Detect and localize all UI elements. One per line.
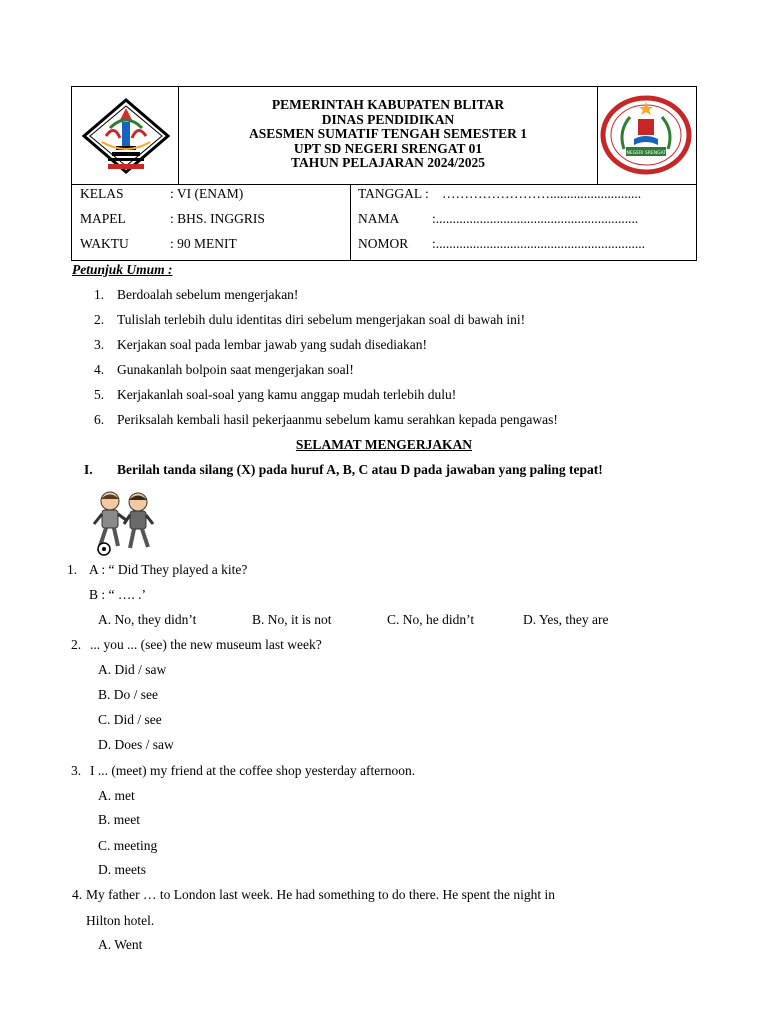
- info-value-waktu: : 90 MENIT: [170, 236, 237, 251]
- instruction-item: Tulislah terlebih dulu identitas diri sebelum mengerjakan soal di bawah ini!: [117, 312, 526, 327]
- question-text: I ... (meet) my friend at the coffee shop yesterday afternoon.: [90, 763, 416, 778]
- question-number: 4.: [72, 887, 83, 902]
- question-text: My father … to London last week. He had something to do there. He spent the night in: [86, 887, 556, 902]
- question-number: 3.: [71, 763, 82, 778]
- instructions-heading: Petunjuk Umum :: [72, 262, 173, 277]
- title-line: PEMERINTAH KABUPATEN BLITAR: [271, 97, 505, 112]
- info-value-nama: :............................................................: [432, 211, 639, 226]
- table-divider: [72, 184, 696, 185]
- answer-option: C. No, he didn’t: [387, 612, 475, 627]
- answer-option: A. Did / saw: [98, 662, 167, 677]
- title-line: TAHUN PELAJARAN 2024/2025: [290, 155, 485, 170]
- answer-option: D. Yes, they are: [523, 612, 609, 627]
- question-text: ... you ... (see) the new museum last week?: [90, 637, 322, 652]
- question-text: B : “ …. .’: [89, 587, 146, 602]
- instruction-item: Kerjakanlah soal-soal yang kamu anggap mudah terlebih dulu!: [117, 387, 457, 402]
- title-line: DINAS PENDIDIKAN: [321, 111, 455, 127]
- instruction-number: 5.: [94, 387, 105, 402]
- greeting: SELAMAT MENGERJAKAN: [295, 437, 473, 452]
- info-value-mapel: : BHS. INGGRIS: [170, 211, 265, 226]
- instruction-item: Periksalah kembali hasil pekerjaanmu sebelum kamu serahkan kepada pengawas!: [117, 412, 558, 427]
- info-value-kelas: : VI (ENAM): [170, 186, 244, 201]
- instruction-number: 4.: [94, 362, 105, 377]
- section-number: I.: [84, 462, 93, 477]
- answer-option: A. No, they didn’t: [98, 612, 197, 627]
- info-value-tanggal: ……………………...........................: [442, 186, 642, 201]
- school-seal-logo: [600, 95, 692, 175]
- instruction-item: Kerjakan soal pada lembar jawab yang sudah disediakan!: [117, 337, 428, 352]
- kids-playing-football-illustration: [90, 490, 158, 556]
- instruction-number: 1.: [94, 287, 105, 302]
- question-text: A : “ Did They played a kite?: [89, 562, 248, 577]
- answer-option: B. No, it is not: [252, 612, 332, 627]
- info-label-kelas: KELAS: [80, 186, 124, 201]
- table-divider: [350, 184, 351, 261]
- info-label-nama: NAMA: [358, 211, 400, 226]
- answer-option: D. Does / saw: [98, 737, 174, 752]
- question-number: 2.: [71, 637, 82, 652]
- info-label-waktu: WAKTU: [80, 236, 129, 251]
- answer-option: A. Went: [98, 937, 143, 952]
- answer-option: B. meet: [98, 812, 140, 827]
- instruction-item: Berdoalah sebelum mengerjakan!: [117, 287, 299, 302]
- question-text: Hilton hotel.: [86, 913, 155, 928]
- seal-text: SD NEGERI SRENGAT 01: [618, 151, 674, 156]
- answer-option: D. meets: [98, 862, 146, 877]
- instruction-number: 3.: [94, 337, 105, 352]
- regency-emblem-logo: [80, 98, 172, 174]
- question-number: 1.: [67, 562, 78, 577]
- section-instruction: Berilah tanda silang (X) pada huruf A, B, C atau D pada jawaban yang paling tepat!: [117, 462, 603, 477]
- answer-option: C. Did / see: [98, 712, 162, 727]
- header-table: [71, 86, 697, 261]
- info-label-tanggal: TANGGAL :: [358, 186, 429, 201]
- document-title: [179, 98, 597, 171]
- instruction-number: 2.: [94, 312, 105, 327]
- info-value-nomor: :..............................................................: [432, 236, 646, 251]
- instruction-item: Gunakanlah bolpoin saat mengerjakan soal!: [117, 362, 354, 377]
- answer-option: B. Do / see: [98, 687, 158, 702]
- title-line: UPT SD NEGERI SRENGAT 01: [293, 140, 483, 156]
- instruction-number: 6.: [94, 412, 105, 427]
- info-label-mapel: MAPEL: [80, 211, 126, 226]
- answer-option: A. met: [98, 788, 135, 803]
- answer-option: C. meeting: [98, 838, 158, 853]
- title-line: ASESMEN SUMATIF TENGAH SEMESTER 1: [248, 126, 528, 141]
- info-label-nomor: NOMOR: [358, 236, 409, 251]
- table-divider: [597, 87, 598, 184]
